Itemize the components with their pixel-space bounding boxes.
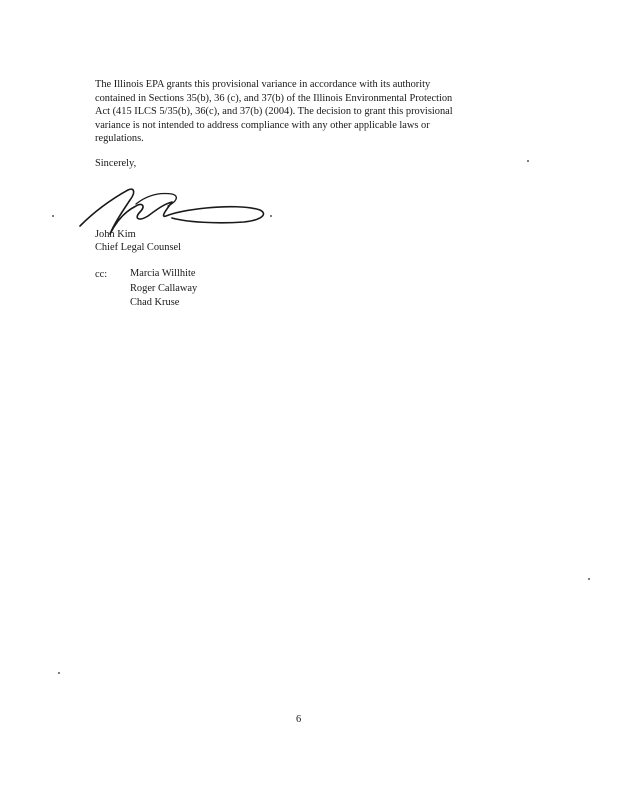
scan-speck — [58, 672, 60, 674]
cc-recipient: Marcia Willhite — [130, 268, 196, 279]
paragraph-line: The Illinois EPA grants this provisional variance in accordance with its authority — [95, 79, 431, 90]
scan-speck — [527, 160, 529, 162]
scan-speck — [52, 215, 54, 217]
signer-name: John Kim — [95, 229, 136, 240]
cc-recipient: Chad Kruse — [130, 297, 180, 308]
paragraph-line: variance is not intended to address compliance with any other applicable laws or — [95, 119, 430, 131]
cc-label: cc: — [95, 269, 108, 280]
scan-speck — [270, 215, 272, 217]
scan-speck — [588, 578, 590, 580]
cc-recipient-list — [130, 267, 197, 311]
page-number: 6 — [296, 714, 302, 725]
body-paragraph — [95, 78, 515, 146]
paragraph-line: contained in Sections 35(b), 36 (c), and 37(b) of the Illinois Environmental Protection — [95, 92, 453, 104]
closing-salutation: Sincerely, — [95, 158, 137, 169]
signer-title: Chief Legal Counsel — [95, 242, 181, 253]
paragraph-line: Act (415 ILCS 5/35(b), 36(c), and 37(b) (2004). The decision to grant this provisional — [95, 106, 453, 118]
cc-recipient: Roger Callaway — [130, 282, 198, 294]
paragraph-line: regulations. — [95, 133, 144, 145]
